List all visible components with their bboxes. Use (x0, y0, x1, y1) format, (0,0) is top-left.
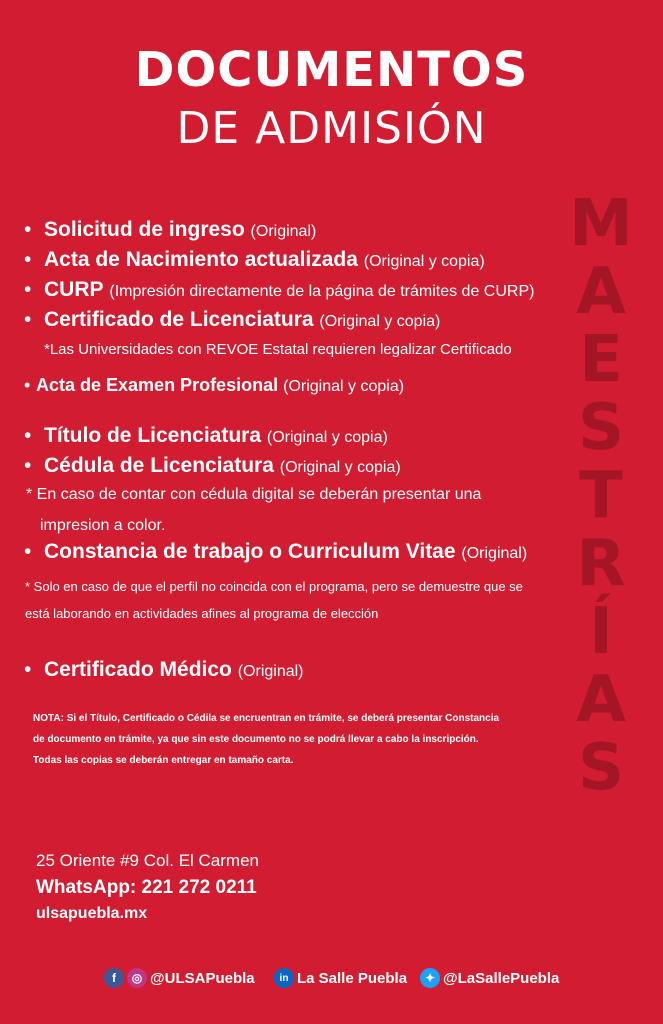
side-letter: R (576, 527, 626, 601)
item-note: (Original) (237, 663, 304, 680)
item-label: Certificado de Licenciatura (44, 308, 314, 331)
page-title-line1: DOCUMENTOS (134, 42, 529, 98)
list-item (24, 424, 388, 450)
side-letter: S (577, 391, 625, 465)
item-label: Acta de Examen Profesional (36, 375, 279, 395)
item-note: (Original y copia) (319, 313, 441, 330)
website-link[interactable]: ulsapuebla.mx (36, 905, 148, 922)
social-linkedin[interactable] (274, 968, 407, 988)
social-handle: @ULSAPuebla (150, 969, 255, 987)
bullet: • (24, 218, 32, 241)
item-label: Constancia de trabajo o Curriculum Vitae (44, 540, 456, 563)
perfil-note-line2: está laborando en actividades afines al programa de elección (25, 606, 379, 621)
instagram-icon: ◎ (127, 968, 147, 988)
fine-print-line: Todas las copias se deberán entregar en tamaño carta. (33, 755, 294, 766)
list-item (24, 454, 401, 480)
list-item (24, 308, 440, 334)
whatsapp-number[interactable]: WhatsApp: 221 272 0211 (36, 877, 257, 898)
bullet: • (24, 278, 32, 301)
list-item (24, 248, 485, 274)
list-item (24, 658, 304, 684)
item-note: (Original y copia) (363, 253, 485, 270)
facebook-icon: f (104, 968, 124, 988)
social-fb-ig[interactable] (104, 968, 255, 988)
list-item (24, 540, 527, 566)
item-label: Acta de Nacimiento actualizada (44, 248, 358, 271)
side-letter: T (579, 459, 623, 533)
item-note: (Original y copia) (266, 429, 388, 446)
item-label: CURP (44, 278, 104, 301)
bullet: • (24, 424, 32, 447)
bullet: • (24, 375, 31, 395)
social-handle: @LaSallePuebla (443, 969, 560, 987)
item-label: Certificado Médico (44, 658, 232, 681)
bullet: • (24, 308, 32, 331)
perfil-note-line1: * Solo en caso de que el perfil no coincida con el programa, pero se demuestre que se (25, 579, 523, 594)
item-label: Solicitud de ingreso (44, 218, 245, 241)
side-letter: Í (589, 595, 613, 669)
cedula-note-line1: * En caso de contar con cédula digital se deberán presentar una (26, 486, 482, 503)
side-letter: S (577, 731, 625, 805)
list-item (24, 373, 404, 399)
social-twitter[interactable] (420, 968, 559, 988)
bullet: • (24, 454, 32, 477)
bullet: • (24, 658, 32, 681)
item-note: (Original) (250, 223, 317, 240)
item-label: Cédula de Licenciatura (44, 454, 274, 477)
list-item (24, 278, 534, 304)
list-item (24, 218, 316, 244)
side-letter: E (579, 323, 623, 397)
item-note: (Original) (461, 545, 528, 562)
page-title-line2: DE ADMISIÓN (176, 103, 487, 154)
side-letter: A (576, 255, 626, 329)
social-handle: La Salle Puebla (297, 969, 408, 987)
fine-print-line: de documento en trámite, ya que sin este documento no se podrá llevar a cabo la inscripción. (33, 734, 479, 745)
cedula-note-line2: impresion a color. (40, 517, 166, 534)
item-note: (Original y copia) (279, 459, 401, 476)
item-note: (Original y copia) (283, 378, 405, 395)
vertical-program-label (560, 187, 642, 805)
side-letter: A (576, 663, 626, 737)
item-label: Título de Licenciatura (44, 424, 262, 447)
twitter-icon: ✦ (420, 968, 440, 988)
fine-print-line: NOTA: Si el Título, Certificado o Cédila se encruentran en trámite, se deberá presentar Constancia (33, 713, 500, 724)
linkedin-icon: in (274, 968, 294, 988)
revoe-note: *Las Universidades con REVOE Estatal requieren legalizar Certificado (44, 341, 512, 358)
address: 25 Oriente #9 Col. El Carmen (36, 851, 259, 870)
bullet: • (24, 540, 32, 563)
item-note: (Impresión directamente de la página de trámites de CURP) (109, 283, 535, 300)
side-letter: M (569, 187, 633, 261)
bullet: • (24, 248, 32, 271)
